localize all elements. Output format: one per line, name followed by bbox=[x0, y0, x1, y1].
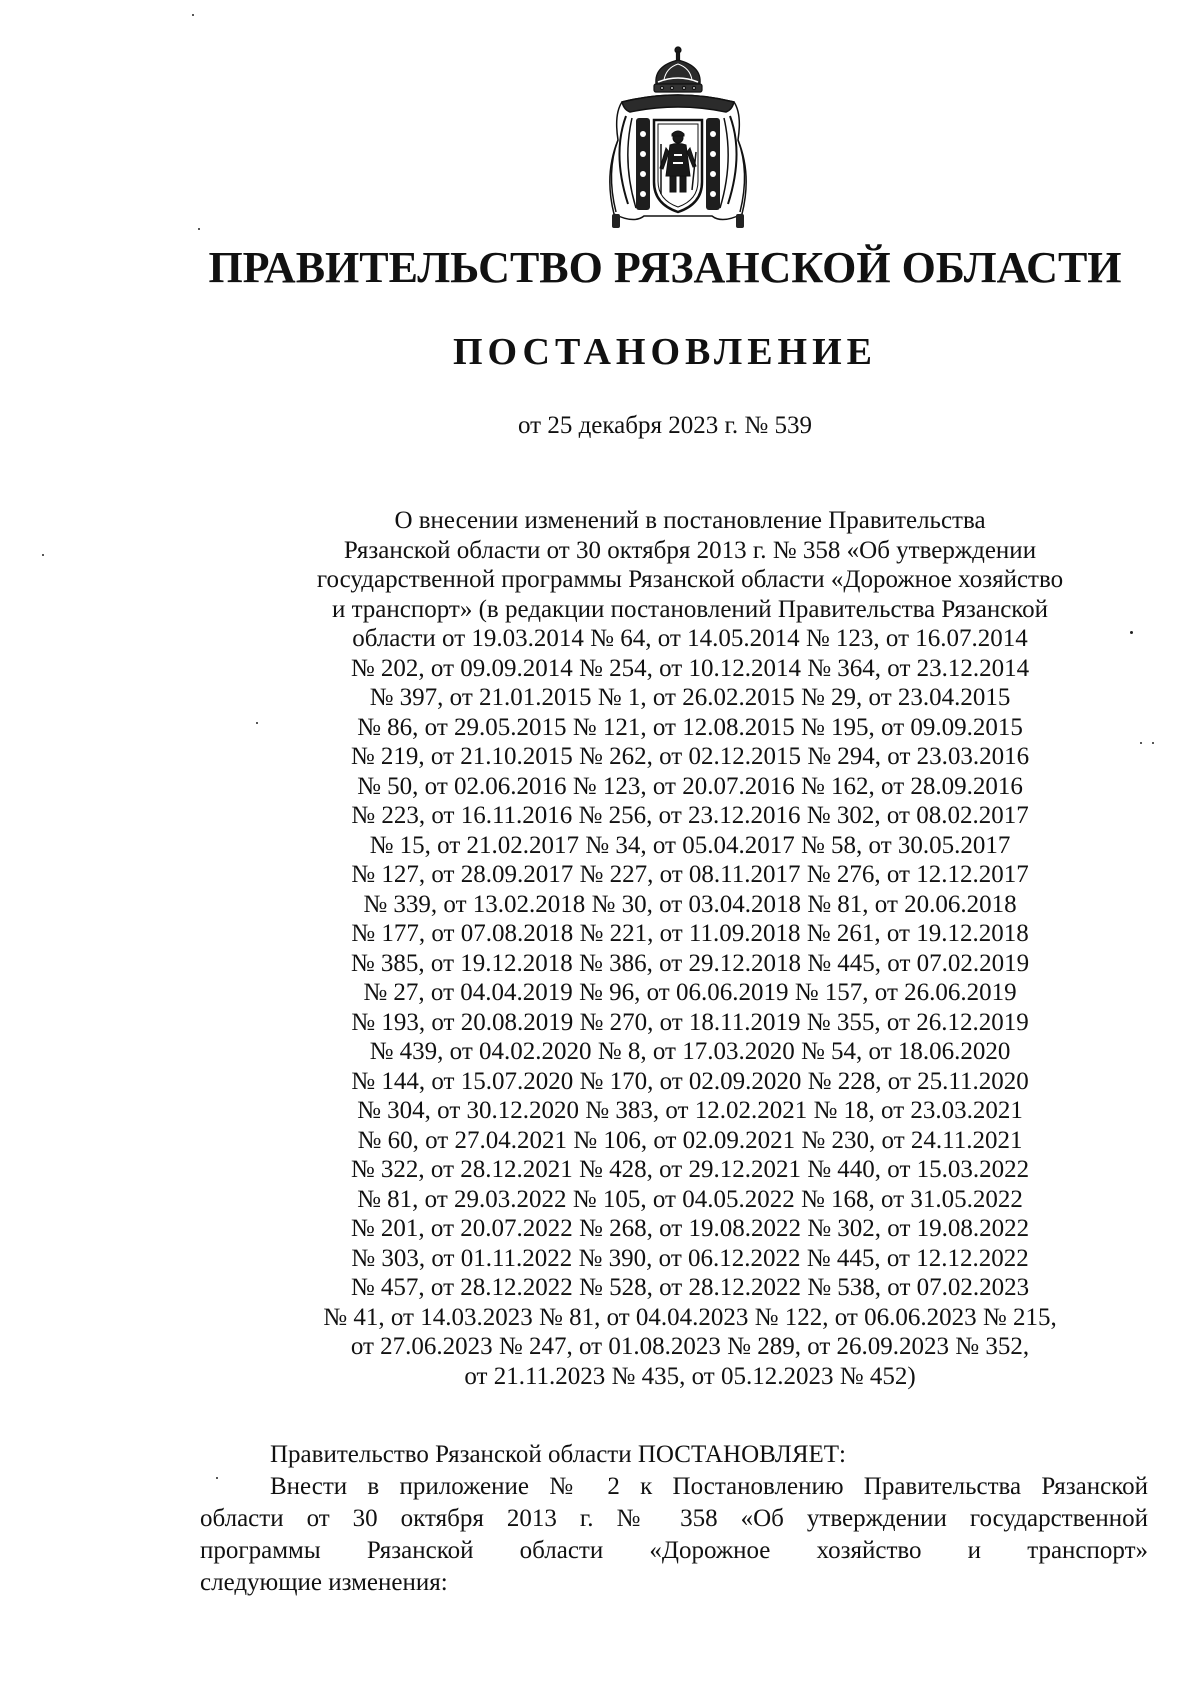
document-kind-title: ПОСТАНОВЛЕНИЕ bbox=[452, 331, 878, 373]
document-subject bbox=[240, 506, 1140, 1391]
scan-speck bbox=[1152, 742, 1154, 744]
subject-line: государственной программы Рязанской области «Дорожное хозяйство bbox=[316, 566, 1064, 593]
subject-line: № 339, от 13.02.2018 № 30, от 03.04.2018 № 81, от 20.06.2018 bbox=[363, 890, 1017, 918]
scan-speck bbox=[192, 14, 194, 16]
scan-speck bbox=[1130, 631, 1133, 634]
amend-paragraph-line: области от 30 октября 2013 г. № 358 «Об утверждении государственной bbox=[200, 1505, 1148, 1532]
subject-line: № 15, от 21.02.2017 № 34, от 05.04.2017 № 58, от 30.05.2017 bbox=[369, 831, 1011, 859]
government-title: ПРАВИТЕЛЬСТВО РЯЗАНСКОЙ ОБЛАСТИ bbox=[208, 243, 1122, 292]
subject-line: № 202, от 09.09.2014 № 254, от 10.12.2014 № 364, от 23.12.2014 bbox=[350, 654, 1030, 682]
scan-speck bbox=[1140, 742, 1142, 744]
document-date-number: от 25 декабря 2023 г. № 539 bbox=[517, 412, 813, 439]
subject-line: № 81, от 29.03.2022 № 105, от 04.05.2022 № 168, от 31.05.2022 bbox=[357, 1185, 1023, 1213]
subject-line: № 457, от 28.12.2022 № 528, от 28.12.2022 № 538, от 07.02.2023 bbox=[350, 1274, 1030, 1301]
subject-line: № 144, от 15.07.2020 № 170, от 02.09.2020 № 228, от 25.11.2020 bbox=[351, 1067, 1029, 1095]
subject-line: от 21.11.2023 № 435, от 05.12.2023 № 452) bbox=[464, 1362, 916, 1390]
subject-line: от 27.06.2023 № 247, от 01.08.2023 № 289, от 26.09.2023 № 352, bbox=[350, 1333, 1030, 1360]
document-body bbox=[200, 1439, 1148, 1599]
subject-line: № 322, от 28.12.2021 № 428, от 29.12.2021 № 440, от 15.03.2022 bbox=[350, 1156, 1030, 1183]
amend-paragraph-line: Внести в приложение № 2 к Постановлению Правительства Рязанской bbox=[270, 1473, 1148, 1500]
scan-speck bbox=[42, 554, 44, 556]
subject-line: области от 19.03.2014 № 64, от 14.05.2014 № 123, от 16.07.2014 bbox=[352, 625, 1028, 652]
subject-line: № 219, от 21.10.2015 № 262, от 02.12.2015 № 294, от 23.03.2016 bbox=[350, 743, 1030, 770]
subject-line: № 193, от 20.08.2019 № 270, от 18.11.2019 № 355, от 26.12.2019 bbox=[351, 1008, 1029, 1036]
ryazan-coat-of-arms-icon bbox=[592, 44, 764, 240]
scan-speck bbox=[256, 722, 258, 724]
subject-line: № 439, от 04.02.2020 № 8, от 17.03.2020 № 54, от 18.06.2020 bbox=[369, 1038, 1011, 1065]
subject-line: № 177, от 07.08.2018 № 221, от 11.09.2018 № 261, от 19.12.2018 bbox=[351, 920, 1029, 947]
subject-line: № 303, от 01.11.2022 № 390, от 06.12.2022 № 445, от 12.12.2022 bbox=[351, 1244, 1029, 1272]
scan-speck bbox=[216, 1477, 218, 1479]
scan-speck bbox=[198, 228, 200, 230]
subject-line: № 201, от 20.07.2022 № 268, от 19.08.2022 № 302, от 19.08.2022 bbox=[350, 1215, 1030, 1242]
subject-line: № 60, от 27.04.2021 № 106, от 02.09.2021 № 230, от 24.11.2021 bbox=[357, 1126, 1023, 1154]
subject-line: № 50, от 02.06.2016 № 123, от 20.07.2016 № 162, от 28.09.2016 bbox=[357, 772, 1023, 800]
resolve-paragraph: Правительство Рязанской области ПОСТАНОВЛЯЕТ: bbox=[270, 1441, 846, 1468]
subject-line: № 385, от 19.12.2018 № 386, от 29.12.2018 № 445, от 07.02.2019 bbox=[350, 949, 1030, 977]
subject-line: № 41, от 14.03.2023 № 81, от 04.04.2023 № 122, от 06.06.2023 № 215, bbox=[323, 1303, 1057, 1331]
subject-line: № 86, от 29.05.2015 № 121, от 12.08.2015 № 195, от 09.09.2015 bbox=[357, 713, 1023, 741]
subject-line: О внесении изменений в постановление Правительства bbox=[394, 507, 986, 534]
subject-line: Рязанской области от 30 октября 2013 г. № 358 «Об утверждении bbox=[343, 536, 1037, 564]
subject-line: № 127, от 28.09.2017 № 227, от 08.11.2017 № 276, от 12.12.2017 bbox=[351, 861, 1029, 888]
amend-paragraph-line: программы Рязанской области «Дорожное хозяйство и транспорт» bbox=[200, 1537, 1148, 1564]
subject-line: № 27, от 04.04.2019 № 96, от 06.06.2019 № 157, от 26.06.2019 bbox=[363, 979, 1017, 1006]
subject-line: и транспорт» (в редакции постановлений Правительства Рязанской bbox=[331, 595, 1049, 623]
subject-line: № 223, от 16.11.2016 № 256, от 23.12.2016 № 302, от 08.02.2017 bbox=[351, 802, 1029, 829]
amend-paragraph-line: следующие изменения: bbox=[200, 1569, 448, 1596]
subject-line: № 304, от 30.12.2020 № 383, от 12.02.2021 № 18, от 23.03.2021 bbox=[357, 1097, 1023, 1124]
subject-line: № 397, от 21.01.2015 № 1, от 26.02.2015 № 29, от 23.04.2015 bbox=[369, 684, 1011, 711]
